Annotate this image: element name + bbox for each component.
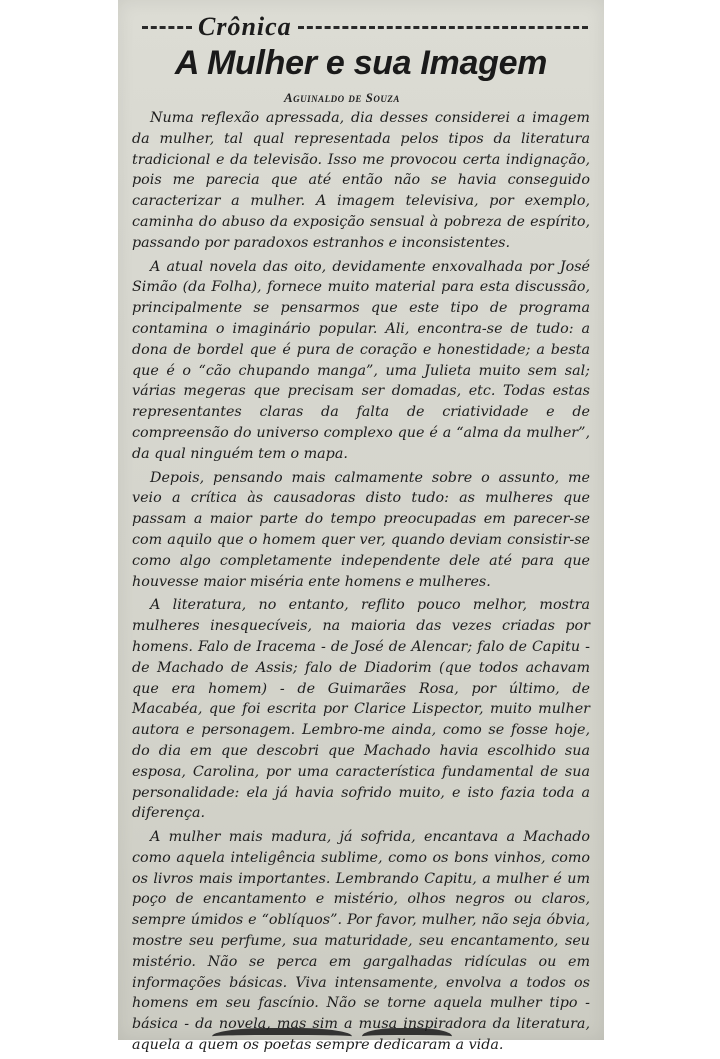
paragraph: A atual novela das oito, devidamente enxovalhada por José Simão (da Folha), fornece muito material para esta discussão, principalmente se pensarmos que este tipo de programa contamina o imaginário popular. Ali, encontra-se de tudo: a dona de bordel que é pura de coração e honestidade; a besta que é o “cão chupando manga”, uma Julieta muito sem sal; várias megeras que precisam ser domadas, etc. Todas estas representantes claras da falta de criatividade e de compreensão do universo complexo que é a “alma da mulher”, da qual ninguém tem o mapa.: [132, 258, 590, 462]
header-rule-left: [142, 26, 192, 29]
section-label: Crônica: [198, 12, 292, 41]
cropped-next-heading: [212, 1028, 352, 1049]
background-left: [0, 0, 118, 1040]
cropped-next-heading: [362, 1028, 452, 1049]
paragraph: Numa reflexão apressada, dia desses considerei a imagem da mulher, tal qual representada pelos tipos da literatura tradicional e da televisão. Isso me provocou certa indignação, pois me parecia que até então não se havia conseguido caracterizar a mulher. A imagem televisiva, por exemplo, caminha do abuso da exposição sensual à pobreza de espírito, passando por paradoxos estranhos e inconsistentes.: [132, 110, 590, 251]
article-body: [132, 108, 590, 1059]
section-header: [142, 12, 588, 42]
header-rule-right: [298, 26, 588, 29]
newspaper-clipping: [118, 0, 604, 1054]
article-byline: Aguinaldo de Souza: [284, 90, 400, 105]
paragraph: A literatura, no entanto, reflito pouco melhor, mostra mulheres inesquecíveis, na maioria das vezes criadas por homens. Falo de Iracema - de José de Alencar; falo de Capitu - de Machado de Assis; falo de Diadorim (que todos achavam que era homem) - de Guimarães Rosa, por último, de Macabéa, que foi escrita por Clarice Lispector, muito mulher autora e personagem. Lembro-me ainda, como se fosse hoje, do dia em que descobri que Machado havia escolhido sua esposa, Carolina, por uma característica fundamental de sua personalidade: ela já havia sofrido muito, e isto fazia toda a diferença.: [132, 597, 590, 822]
paragraph: A mulher mais madura, já sofrida, encantava a Machado como aquela inteligência sublime, como os bons vinhos, como os livros mais importantes. Lembrando Capitu, a mulher é um poço de encantamento e mistério, olhos negros ou claros, sempre úmidos e “oblíquos”. Por favor, mulher, não seja óbvia, mostre seu perfume, sua maturidade, seu encantamento, seu mistério. Não se perca em gargalhadas ridículas ou em informações básicas. Viva intensamente, envolva a todos os homens em seu fascínio. Não se torne aquela mulher tipo - básica - da novela, mas sim a musa inspiradora da literatura, aquela a quem os poetas sempre dedicaram a vida.: [132, 829, 590, 1054]
article-title: A Mulher e sua Imagem: [174, 44, 548, 82]
background-right: [604, 0, 720, 1040]
paragraph: Depois, pensando mais calmamente sobre o assunto, me veio a crítica às causadoras disto tudo: as mulheres que passam a maior parte do tempo preocupadas em parecer-se com aquilo que o homem quer ver, quando deviam consistir-se como algo completamente independente dele até para que houvesse maior miséria ente homens e mulheres.: [132, 469, 590, 590]
